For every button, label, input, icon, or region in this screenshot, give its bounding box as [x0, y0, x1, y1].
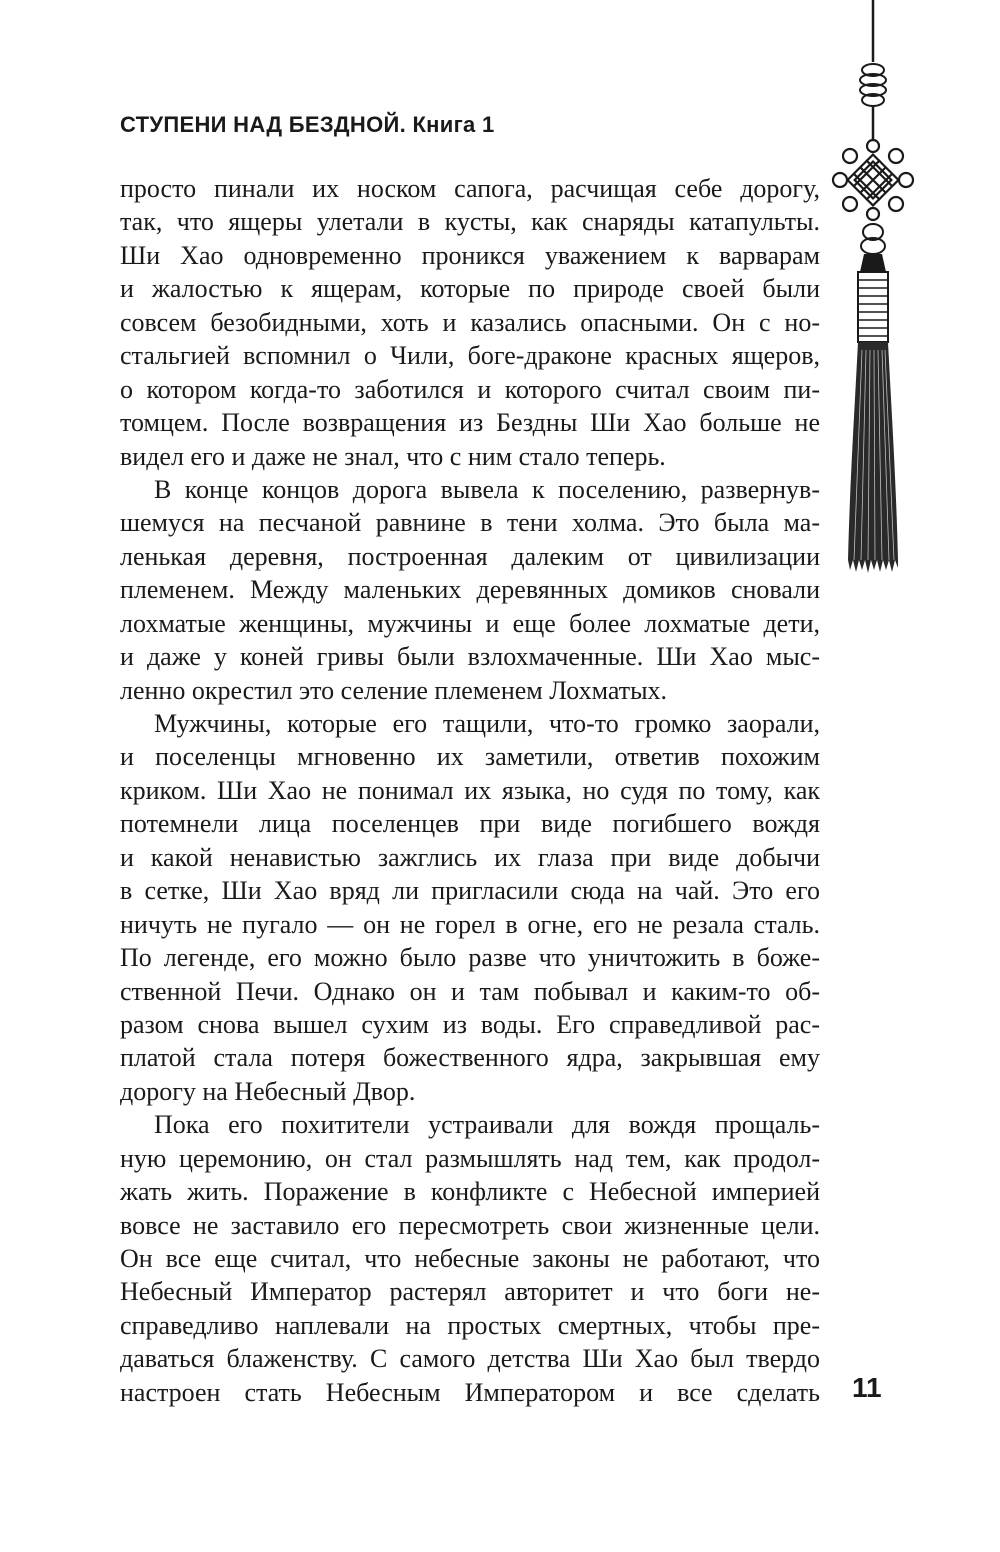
text-line: видел его и даже не знал, что с ним стало теперь. — [120, 441, 666, 471]
text-line: племенем. Между маленьких деревянных домиков сновали — [120, 575, 820, 605]
text-line: дорогу на Небесный Двор. — [120, 1076, 416, 1106]
text-line: ленькая деревня, построенная далеким от цивилизации — [120, 541, 820, 571]
text-line: и жалостью к ящерам, которые по природе своей были — [120, 274, 820, 304]
book-title: СТУПЕНИ НАД БЕЗДНОЙ. — [120, 112, 407, 137]
text-line: в сетке, Ши Хао вряд ли пригласили сюда на чай. Это его — [120, 876, 820, 906]
text-line: В конце концов дорога вывела к поселению, развернув- — [154, 474, 820, 504]
tassel-ornament-icon — [820, 0, 940, 600]
body-text — [120, 172, 820, 1409]
text-line: и поселенцы мгновенно их заметили, ответив похожим — [120, 742, 820, 772]
text-line: вовсе не заставило его пересмотреть свои жизненные цели. — [120, 1210, 820, 1240]
text-line: Небесный Император растерял авторитет и что боги не- — [120, 1277, 820, 1307]
text-line: справедливо наплевали на простых смертных, чтобы пре- — [120, 1310, 820, 1340]
text-line: просто пинали их носком сапога, расчищая себе дорогу, — [120, 174, 820, 203]
text-line: Мужчины, которые его тащили, что-то громко заорали, — [154, 709, 820, 738]
text-line: разом снова вышел сухим из воды. Его справедливой рас- — [120, 1009, 820, 1039]
text-line: ленно окрестил это селение племенем Лохматых. — [120, 675, 668, 705]
text-line: так, что ящеры улетали в кусты, как снаряды катапульты. — [120, 207, 820, 237]
text-line: настроен стать Небесным Императором и все сделать — [120, 1377, 820, 1407]
text-line: совсем безобидными, хоть и казались опасными. Он с но- — [120, 307, 820, 337]
text-line: платой стала потеря божественного ядра, закрывшая ему — [120, 1043, 820, 1073]
text-line: стальгией вспомнил о Чили, боге-драконе красных ящеров, — [120, 341, 820, 371]
text-line: По легенде, его можно было разве что уничтожить в боже- — [120, 943, 820, 973]
text-line: жать жить. Поражение в конфликте с Небесной империей — [120, 1177, 820, 1207]
page-number: 11 — [852, 1372, 882, 1403]
text-line: и даже у коней гривы были взлохмаченные. Ши Хао мыс- — [120, 642, 820, 672]
text-line: Ши Хао одновременно проникся уважением к варварам — [120, 240, 820, 270]
text-line: Он все еще считал, что небесные законы не работают, что — [120, 1244, 820, 1273]
running-head — [120, 112, 495, 138]
text-line: ную церемонию, он стал размышлять над тем, как продол- — [120, 1143, 820, 1173]
text-line: даваться блаженству. С самого детства Ши Хао был твердо — [120, 1344, 820, 1374]
text-line: лохматые женщины, мужчины и еще более лохматые дети, — [120, 608, 820, 638]
text-line: и какой ненавистью зажглись их глаза при виде добычи — [120, 842, 820, 872]
text-line: ственной Печи. Однако он и там побывал и каким-то об- — [120, 976, 820, 1006]
text-line: Пока его похитители устраивали для вождя прощаль- — [154, 1110, 820, 1140]
text-line: шемуся на песчаной равнине в тени холма. Это была ма- — [120, 508, 820, 538]
text-line: криком. Ши Хао не понимал их языка, но судя по тому, как — [120, 775, 820, 805]
text-line: о котором когда-то заботился и которого считал своим пи- — [120, 374, 820, 404]
book-number: Книга 1 — [412, 112, 495, 137]
text-line: томцем. После возвращения из Бездны Ши Хао больше не — [120, 408, 820, 438]
text-line: потемнели лица поселенцев при виде погибшего вождя — [120, 809, 820, 839]
text-line: ничуть не пугало — он не горел в огне, его не резала сталь. — [120, 909, 820, 939]
